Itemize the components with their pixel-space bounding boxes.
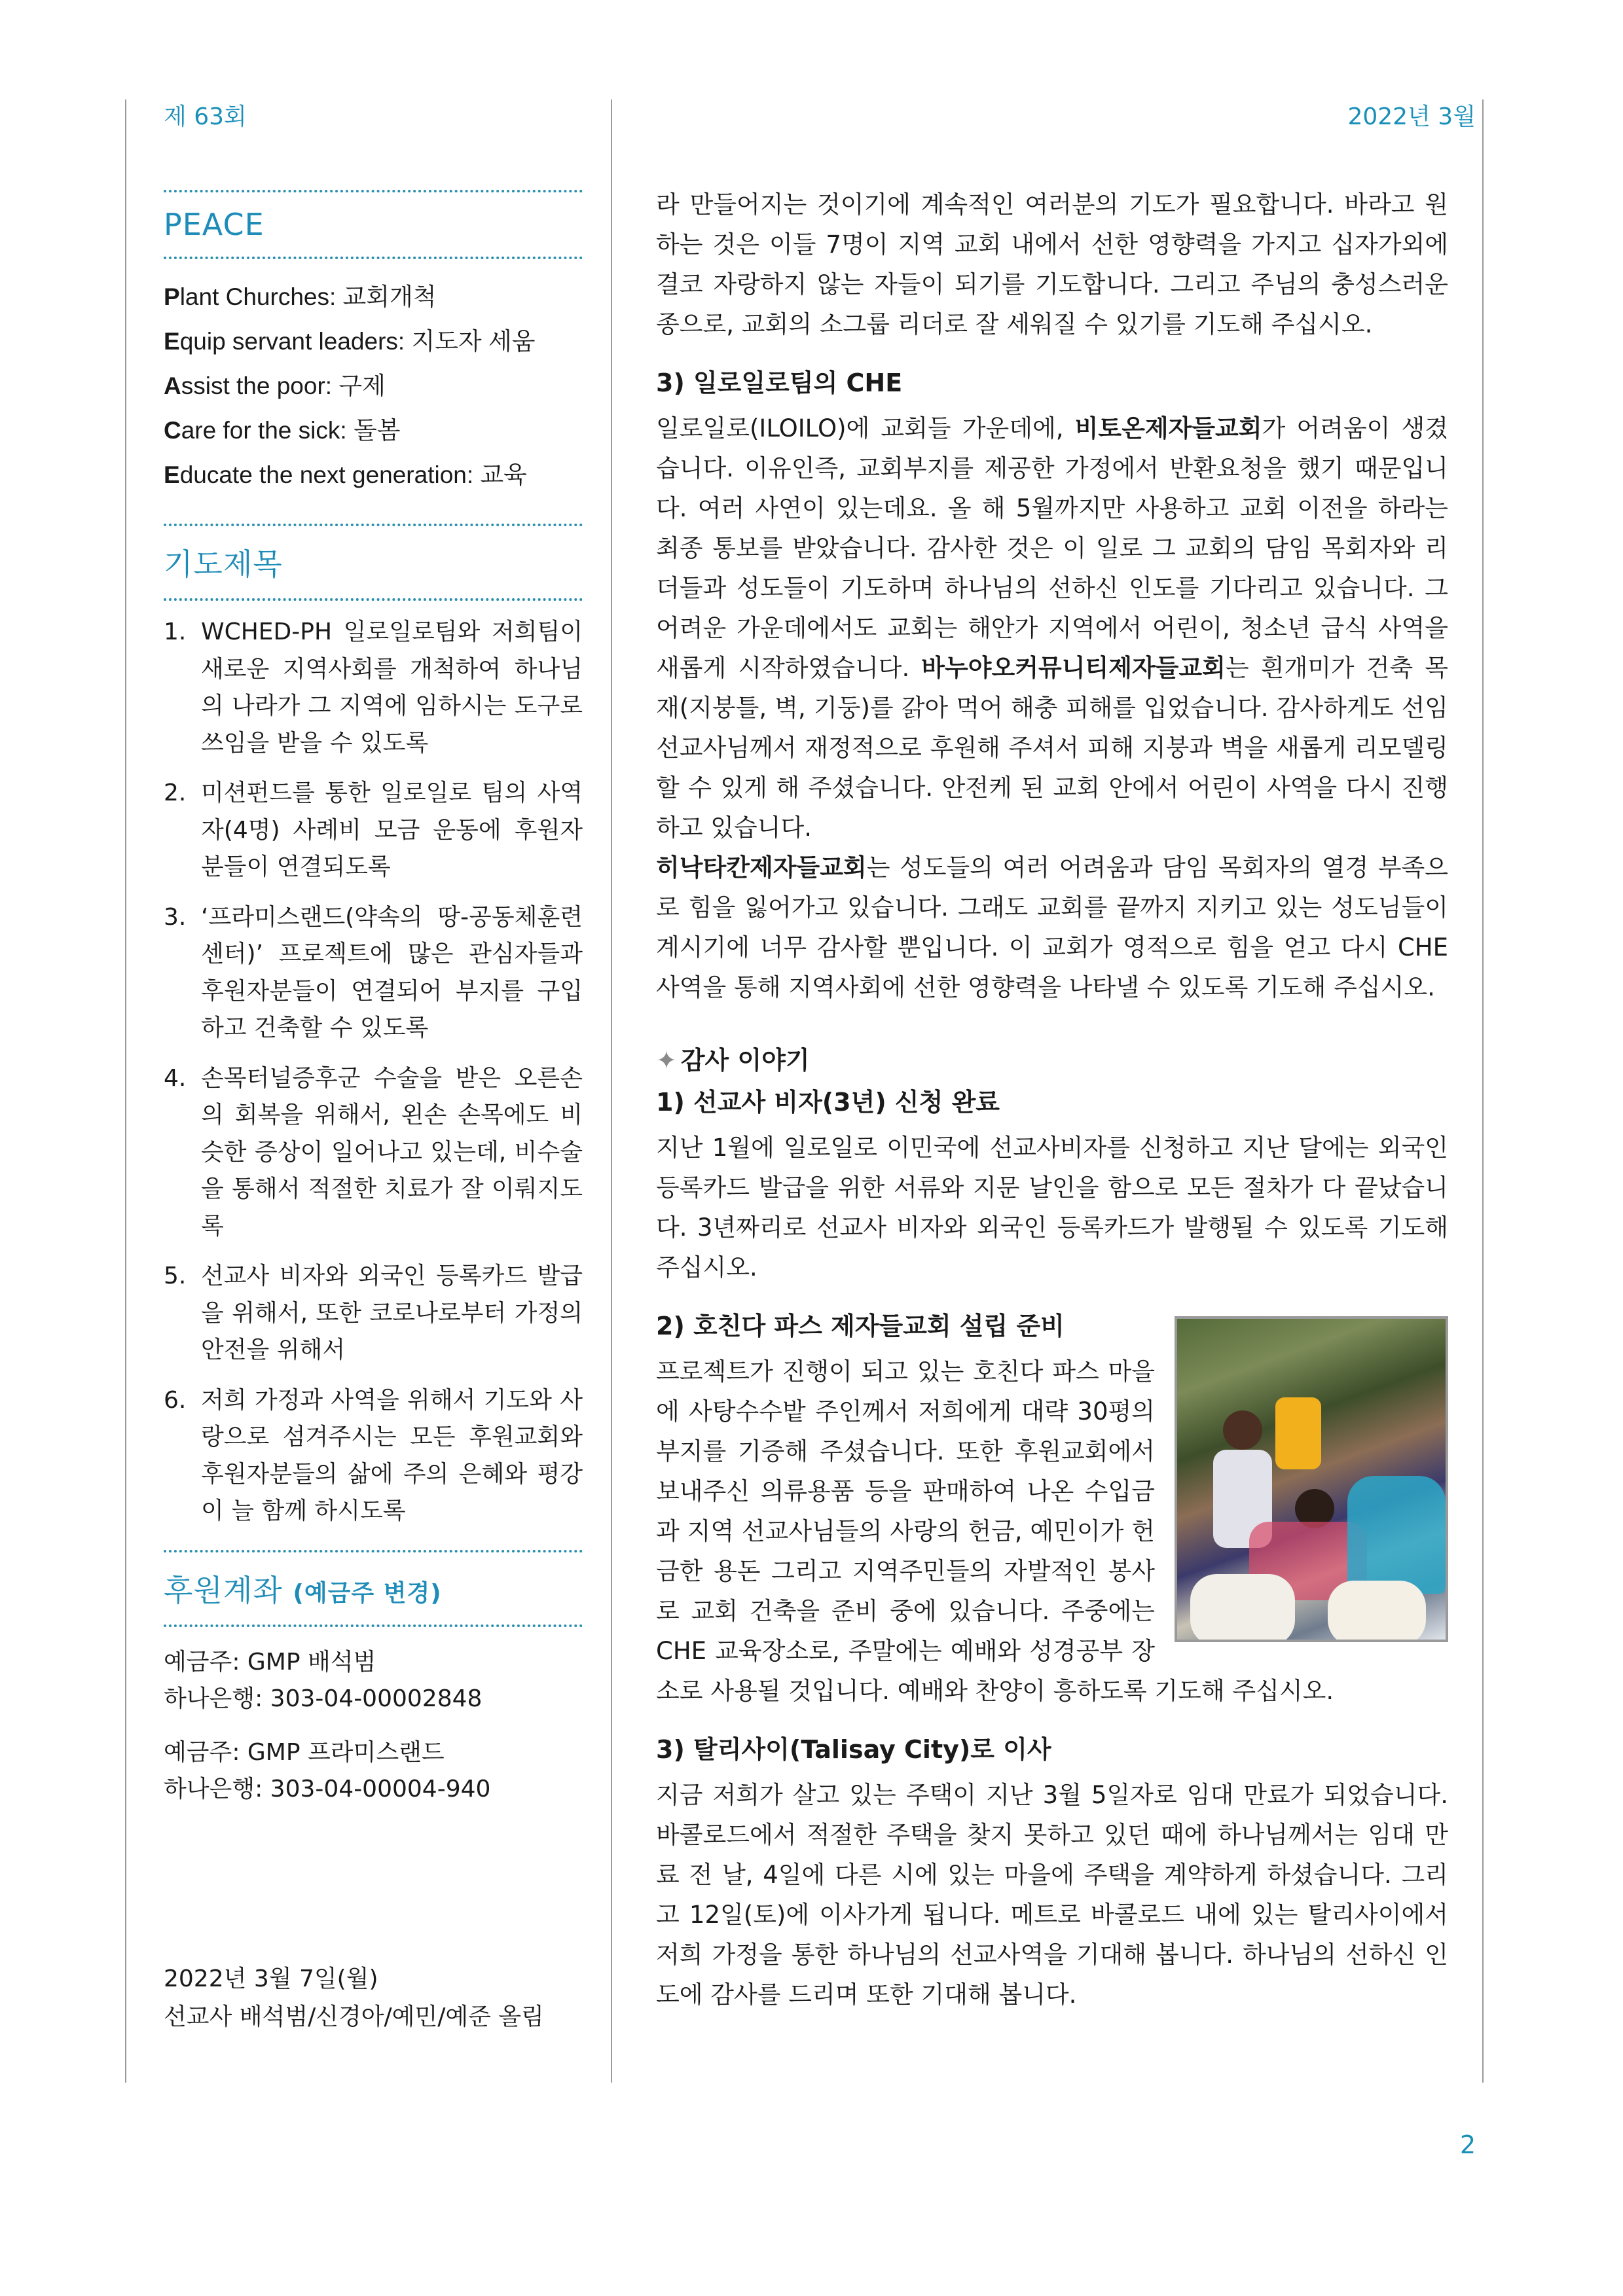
main-column: [656, 185, 1448, 2015]
intro-paragraph: 라 만들어지는 것이기에 계속적인 여러분의 기도가 필요합니다. 바라고 원하는 것은 이들 7명이 지역 교회 내에서 선한 영향력을 가지고 십자가외에 결코 자랑하지 않는 자들이 되기를 기도합니다. 그리고 주님의 충성스러운 종으로, 교회의 소그룹 리더로 잘 세워질 수 있기를 기도해 주십시오.: [656, 190, 1448, 338]
signoff-date: 2022년 3월 7일(월): [164, 1965, 378, 1992]
section-heading: 3) 일로일로팀의 CHE: [656, 368, 903, 397]
prayer-item: 4. 손목터널증후군 수술을 받은 오른손의 회복을 위해서, 왼손 손목에도 비슷한 증상이 일어나고 있는데, 비수술을 통해서 적절한 치료가 잘 이뤄지도록: [164, 1064, 583, 1240]
page-number: 2: [1459, 2130, 1476, 2159]
issue-date: 2022년 3월: [1347, 103, 1476, 130]
body-paragraph: 히낙타칸제자들교회는 성도들의 여러 어려움과 담임 목회자의 열경 부족으로 힘을 잃어가고 있습니다. 그래도 교회를 끝까지 지키고 있는 성도님들이 계시기에 너무 감사할 뿐입니다. 이 교회가 영적으로 힘을 얻고 다시 CHE 사역을 통해 지역사회에 선한 영향력을 나타낼 수 있도록 기도해 주십시오.: [656, 853, 1448, 1001]
section-heading: 3) 탈리사이(Talisay City)로 이사: [656, 1735, 1051, 1764]
dotted-divider: [164, 524, 583, 526]
prayer-item: 1. WCHED-PH 일로일로팀와 저희팀이 새로운 지역사회를 개척하여 하나님의 나라가 그 지역에 임하시는 도구로 쓰임을 받을 수 있도록: [164, 619, 583, 757]
prayer-item: 6. 저희 가정과 사역을 위해서 기도와 사랑으로 섬겨주시는 모든 후원교회와 후원자분들의 삶에 주의 은혜와 평강이 늘 함께 하시도록: [164, 1386, 583, 1524]
peace-title: PEACE: [164, 207, 264, 242]
prayer-list: [164, 614, 583, 1530]
column-divider-center: [611, 99, 612, 2083]
peace-item: Plant Churches: 교회개척: [164, 283, 437, 310]
section-heading: 1) 선교사 비자(3년) 신청 완료: [656, 1088, 1000, 1117]
account-entry: 예금주: GMP 프라미스랜드 하나은행: 303-04-00004-940: [164, 1738, 491, 1803]
peace-list: [164, 275, 583, 497]
prayer-item: 2. 미션펀드를 통한 일로일로 팀의 사역자(4명) 사례비 모금 운동에 후원자분들이 연결되도록: [164, 780, 583, 880]
peace-item: Assist the poor: 구제: [164, 372, 386, 399]
peace-item: Educate the next generation: 교육: [164, 461, 527, 488]
prayer-item: 3. ‘프라미스랜드(약속의 땅-공동체훈련센터)’ 프로젝트에 많은 관심자들과 후원자분들이 연결되어 부지를 구입하고 건축할 수 있도록: [164, 903, 583, 1041]
peace-item: Care for the sick: 돌봄: [164, 417, 401, 444]
signoff-from: 선교사 배석범/신경아/예민/예준 올림: [164, 2003, 544, 2030]
peace-item: Equip servant leaders: 지도자 세움: [164, 328, 536, 355]
dotted-divider: [164, 1624, 583, 1627]
dotted-divider: [164, 598, 583, 601]
column-divider-left: [125, 99, 126, 2083]
body-paragraph: 일로일로(ILOILO)에 교회들 가운데에, 비토온제자들교회가 어려움이 생겼습니다. 이유인즉, 교회부지를 제공한 가정에서 반환요청을 했기 때문입니다. 여러 사연이 있는데요. 올 해 5월까지만 사용하고 교회 이전을 하라는 최종 통보를 받았습니다. 감사한 것은 이 일로 그 교회의 담임 목회자와 리더들과 성도들이 기도하며 하나님의 선하신 인도를 기다리고 있습니다. 그 어려운 가운데에서도 교회는 해안가 지역에서 어린이, 청소년 급식 사역을 새롭게 시작하였습니다. 바누야오커뮤니티제자들교회는 흰개미가 건축 목재(지붕틀, 벽, 기둥)를 갉아 먹어 해충 피해를 입었습니다. 감사하게도 선임 선교사님께서 재정적으로 후원해 주셔서 피해 지붕과 벽을 새롭게 리모델링할 수 있게 해 주셨습니다. 안전케 된 교회 안에서 어린이 사역을 다시 진행하고 있습니다.: [656, 414, 1449, 842]
signoff: [164, 1960, 583, 2036]
sidebar: [164, 190, 583, 1825]
body-paragraph: 지난 1월에 일로일로 이민국에 선교사비자를 신청하고 지난 달에는 외국인등록카드 발급을 위한 서류와 지문 날인을 함으로 모든 절차가 다 끝났습니다. 3년짜리로 선교사 비자와 외국인 등록카드가 발행될 수 있도록 기도해 주십시오.: [656, 1134, 1448, 1282]
dotted-divider: [164, 257, 583, 259]
dotted-divider: [164, 1550, 583, 1552]
issue-number: 제 63회: [164, 103, 247, 130]
account-title: 후원계좌 (예금주 변경): [164, 1572, 442, 1608]
church-community-photo: [1175, 1316, 1448, 1642]
body-paragraph: 프로젝트가 진행이 되고 있는 호친다 파스 마을에 사탕수수밭 주인께서 저희에게 대략 30평의 부지를 기증해 주셨습니다. 또한 후원교회에서 보내주신 의류용품 등을 판매하여 나온 수입금과 지역 선교사님들의 사랑의 헌금, 예민이가 헌금한 용돈 그리고 지역주민들의 자발적인 봉사로 교회 건축을 준비 중에 있습니다. 주중에는 CHE 교육장소로, 주말에는 예배와 성경공부 장소로 사용될 것입니다. 예배와 찬양이 흥하도록 기도해 주십시오.: [656, 1357, 1334, 1705]
dotted-divider: [164, 190, 583, 192]
body-paragraph: 지금 저희가 살고 있는 주택이 지난 3월 5일자로 임대 만료가 되었습니다. 바콜로드에서 적절한 주택을 찾지 못하고 있던 때에 하나님께서는 임대 만료 전 날, 4일에 다른 시에 있는 마을에 주택을 계약하게 하셨습니다. 그리고 12일(토)에 이사가게 됩니다. 메트로 바콜로드 내에 있는 탈리사이에서 저희 가정을 통한 하나님의 선교사역을 기대해 봅니다. 하나님의 선하신 인도에 감사를 드리며 또한 기대해 봅니다.: [656, 1781, 1448, 2009]
account-info: [164, 1644, 583, 1808]
section-heading: 2) 호친다 파스 제자들교회 설립 준비: [656, 1312, 1065, 1340]
thanks-heading: ✦ 감사 이야기: [656, 1046, 810, 1075]
account-entry: 예금주: GMP 배석범 하나은행: 303-04-00002848: [164, 1648, 483, 1712]
prayer-item: 5. 선교사 비자와 외국인 등록카드 발급을 위해서, 또한 코로나로부터 가정의 안전을 위해서: [164, 1263, 583, 1363]
star-icon: ✦: [656, 1046, 677, 1075]
prayer-title: 기도제목: [164, 547, 283, 582]
column-divider-right: [1482, 99, 1484, 2083]
